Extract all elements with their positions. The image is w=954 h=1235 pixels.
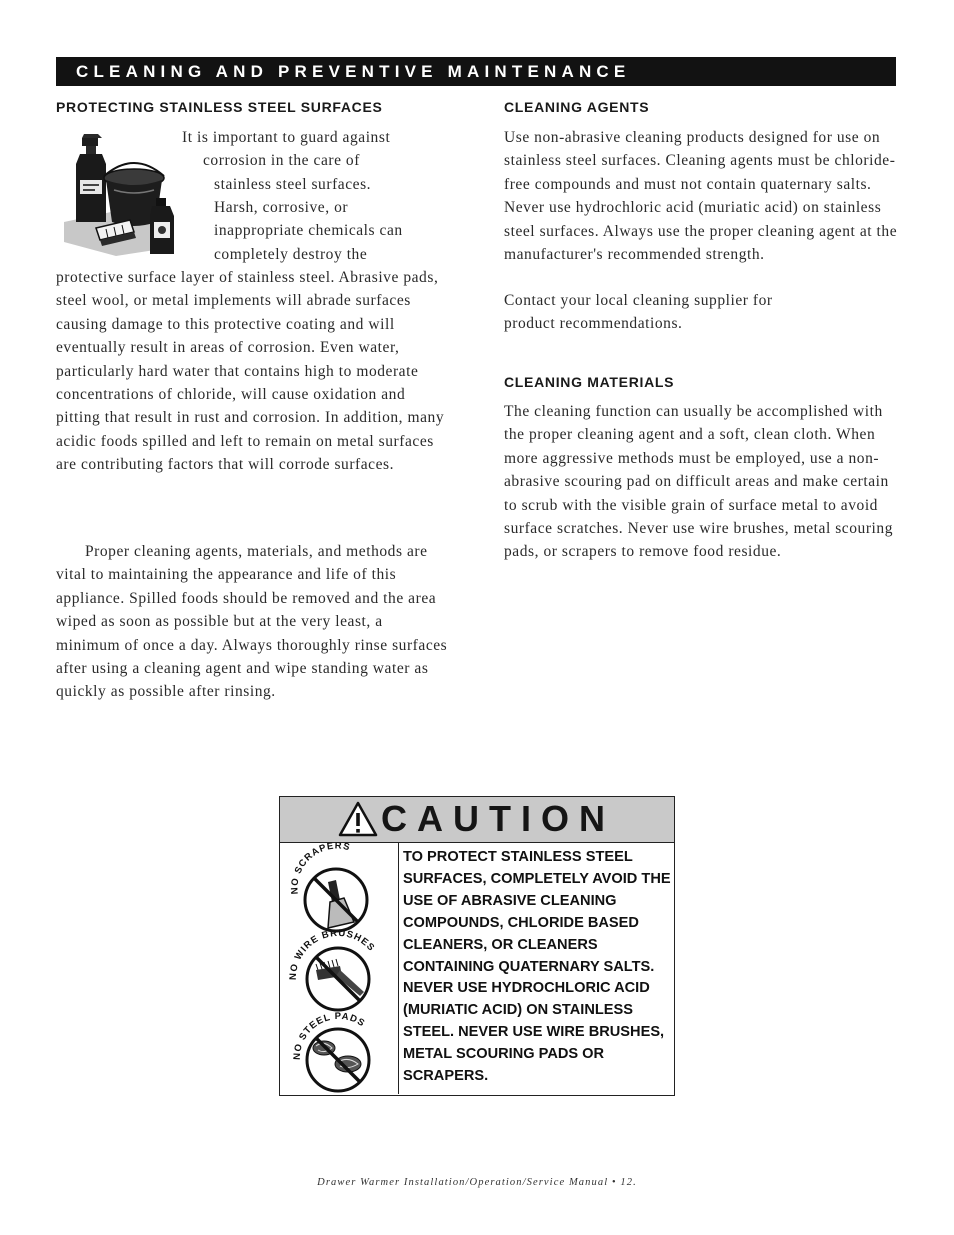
intro-line-4: Harsh, corrosive, or bbox=[214, 199, 349, 216]
cleaning-methods-paragraph: Proper cleaning agents, materials, and methods are vital to maintaining the appearance and life of this appliance. Spilled foods should be removed and the area wiped as soon as possible but at the very least, a minimum of once a day. Always thoroughly rinse surfaces after using a cleaning agent and wipe standing water as quickly as possible after rinsing. bbox=[56, 543, 448, 701]
protecting-heading: PROTECTING STAINLESS STEEL SURFACES bbox=[56, 99, 383, 115]
cleaning-supplies-illustration bbox=[56, 130, 176, 270]
cleaning-agents-heading: CLEANING AGENTS bbox=[504, 99, 650, 115]
cleaning-agents-paragraph: Use non-abrasive cleaning products designed for use on stainless steel surfaces. Cleaning agents must be chloride-free compounds and must not contain quaternary salts. Never use hydrochloric acid (muriatic acid) on stainless steel surfaces. Always use the proper cleaning agent at the manufacturer's recommended strength. bbox=[504, 129, 898, 264]
warning-triangle-icon bbox=[338, 801, 378, 837]
caution-warning-text: TO PROTECT STAINLESS STEEL SURFACES, COMPLETELY AVOID THE USE OF ABRASIVE CLEANING COMPOUNDS, CHLORIDE BASED CLEANERS, OR CLEANERS CONTAINING QUATERNARY SALTS. NEVER USE HYDROCHLORIC ACID (MURIATIC ACID) ON STAINLESS STEEL. NEVER USE WIRE BRUSHES, METAL SCOURING PADS OR SCRAPERS. bbox=[403, 849, 671, 1085]
section-header: CLEANING AND PREVENTIVE MAINTENANCE bbox=[56, 57, 896, 86]
cleaning-materials-paragraph: The cleaning function can usually be accomplished with the proper cleaning agent and a soft, clean cloth. When more aggressive methods must be employed, use a non-abrasive scouring pad on difficult areas and make certain to scrub with the visible grain of surface metal to avoid surface scratches. Never use wire brushes, metal scouring pads, or scrapers to remove food residue. bbox=[504, 403, 893, 561]
caution-header bbox=[280, 797, 674, 843]
intro-line-2: corrosion in the care of bbox=[203, 152, 360, 169]
caution-title: CAUTION bbox=[381, 798, 615, 839]
prohibition-icons bbox=[280, 842, 399, 1094]
intro-line-1: It is important to guard against bbox=[182, 129, 391, 146]
intro-line-5: inappropriate chemicals can bbox=[214, 222, 403, 239]
intro-line-6: completely destroy the bbox=[214, 246, 368, 263]
right-column bbox=[504, 98, 899, 561]
svg-text:NO STEEL PADS: NO STEEL PADS bbox=[291, 1010, 368, 1061]
cleaning-materials-heading: CLEANING MATERIALS bbox=[504, 374, 675, 390]
svg-text:NO SCRAPERS: NO SCRAPERS bbox=[289, 842, 352, 895]
prohibition-icons-graphic bbox=[280, 842, 398, 1094]
intro-continued-paragraph: protective surface layer of stainless steel. Abrasive pads, steel wool, or metal implements will abrade surfaces causing damage to this protective coating and will eventually result in areas of corrosion. Even water, particularly hard water that contains high to moderate concentrations of chloride, will cause oxidation and pitting that result in rust and corrosion. In addition, many acidic foods spilled and left to remain on metal surfaces are contributing factors that will corrode surfaces. bbox=[56, 269, 445, 474]
no-steel-pads-icon bbox=[292, 1011, 369, 1091]
caution-box bbox=[279, 796, 675, 1096]
left-column bbox=[56, 98, 448, 701]
no-wire-brushes-icon bbox=[288, 928, 377, 1010]
cleaning-agents-contact: Contact your local cleaning supplier for product recommendations. bbox=[504, 292, 773, 333]
no-scrapers-icon bbox=[289, 842, 367, 931]
page-footer: Drawer Warmer Installation/Operation/Service Manual • 12. bbox=[317, 1177, 637, 1188]
svg-text:NO WIRE BRUSHES: NO WIRE BRUSHES bbox=[287, 927, 378, 981]
intro-line-3: stainless steel surfaces. bbox=[214, 176, 372, 193]
